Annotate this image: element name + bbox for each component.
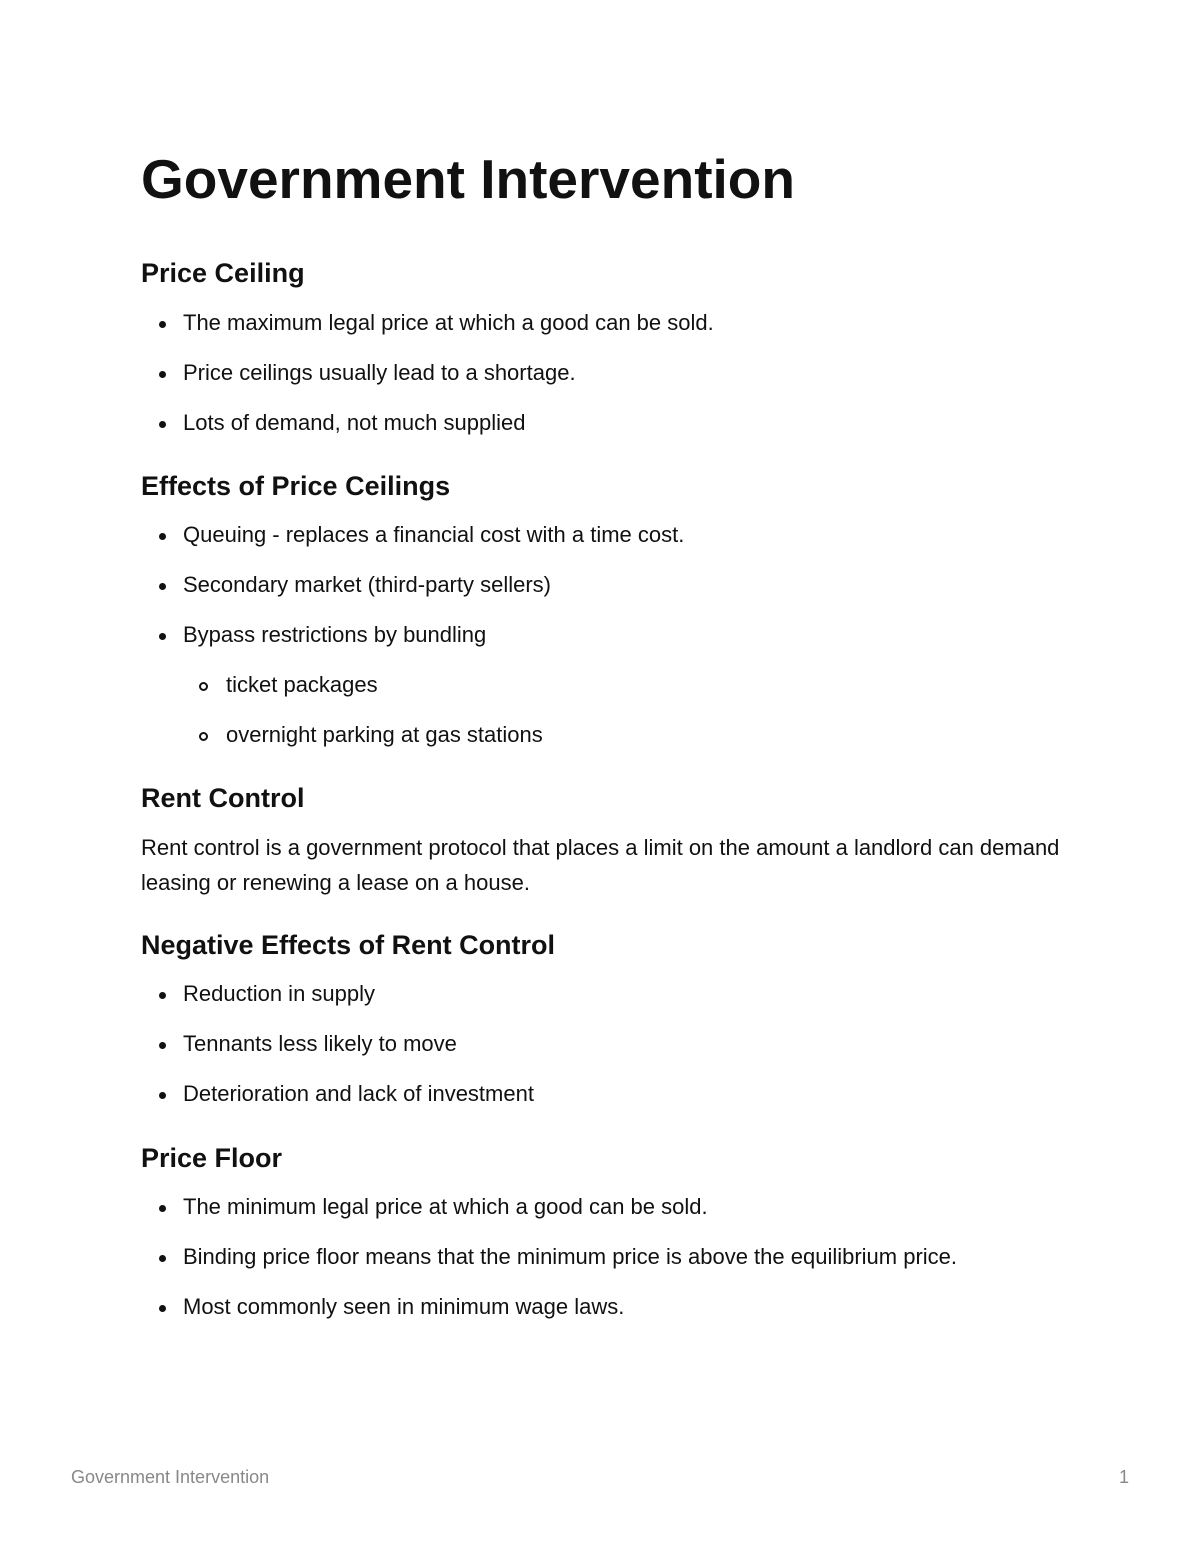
sub-list-item (141, 671, 684, 721)
bullet-icon (159, 1305, 166, 1312)
list-item (141, 1293, 957, 1343)
list-item (141, 621, 684, 671)
bullet-icon (159, 321, 166, 328)
bullet-icon (159, 992, 166, 999)
negative-effects-list (141, 980, 534, 1130)
bullet-icon (159, 421, 166, 428)
list-item-text: Most commonly seen in minimum wage laws. (183, 1294, 625, 1319)
bullet-icon (159, 1255, 166, 1262)
list-item (141, 409, 714, 459)
bullet-icon (159, 1092, 166, 1099)
bullet-icon (159, 583, 166, 590)
list-item-text: Bypass restrictions by bundling (183, 622, 487, 647)
list-item-text: Price ceilings usually lead to a shortage. (183, 360, 576, 385)
list-item (141, 359, 714, 409)
sub-list-item-text: ticket packages (226, 672, 378, 697)
sub-list-item (141, 721, 684, 771)
hollow-bullet-icon (199, 682, 208, 691)
list-item (141, 980, 534, 1030)
page-title: Government Intervention (141, 148, 795, 210)
bullet-icon (159, 1205, 166, 1212)
section-heading-negative-effects: Negative Effects of Rent Control (141, 930, 556, 960)
hollow-bullet-icon (199, 732, 208, 741)
list-item-text: Queuing - replaces a financial cost with a time cost. (183, 522, 685, 547)
rent-control-paragraph: Rent control is a government protocol that places a limit on the amount a landlord can demand leasing or renewing a lease on a house. (141, 835, 1060, 895)
list-item-text: Tennants less likely to move (183, 1031, 457, 1056)
effects-price-ceilings-list (141, 521, 684, 771)
list-item (141, 1080, 534, 1130)
list-item (141, 309, 714, 359)
list-item-text: The minimum legal price at which a good can be sold. (183, 1194, 708, 1219)
bullet-icon (159, 371, 166, 378)
list-item-text: The maximum legal price at which a good can be sold. (183, 310, 714, 335)
price-floor-list (141, 1193, 957, 1343)
list-item (141, 521, 684, 571)
bullet-icon (159, 533, 166, 540)
list-item-text: Secondary market (third-party sellers) (183, 572, 552, 597)
list-item (141, 571, 684, 621)
section-heading-price-floor: Price Floor (141, 1143, 283, 1173)
list-item (141, 1243, 957, 1293)
list-item-text: Lots of demand, not much supplied (183, 410, 526, 435)
bullet-icon (159, 1042, 166, 1049)
list-item (141, 1193, 957, 1243)
section-heading-price-ceiling: Price Ceiling (141, 258, 305, 288)
sub-list-item-text: overnight parking at gas stations (226, 722, 543, 747)
price-ceiling-list (141, 309, 714, 459)
list-item-text: Reduction in supply (183, 981, 376, 1006)
section-heading-effects-price-ceilings: Effects of Price Ceilings (141, 471, 451, 501)
list-item-text: Deterioration and lack of investment (183, 1081, 534, 1106)
section-heading-rent-control: Rent Control (141, 783, 305, 813)
list-item-text: Binding price floor means that the minimum price is above the equilibrium price. (183, 1244, 958, 1269)
footer-page-number: 1 (1118, 1467, 1129, 1487)
bullet-icon (159, 633, 166, 640)
list-item (141, 1030, 534, 1080)
footer-document-title: Government Intervention (71, 1467, 270, 1487)
